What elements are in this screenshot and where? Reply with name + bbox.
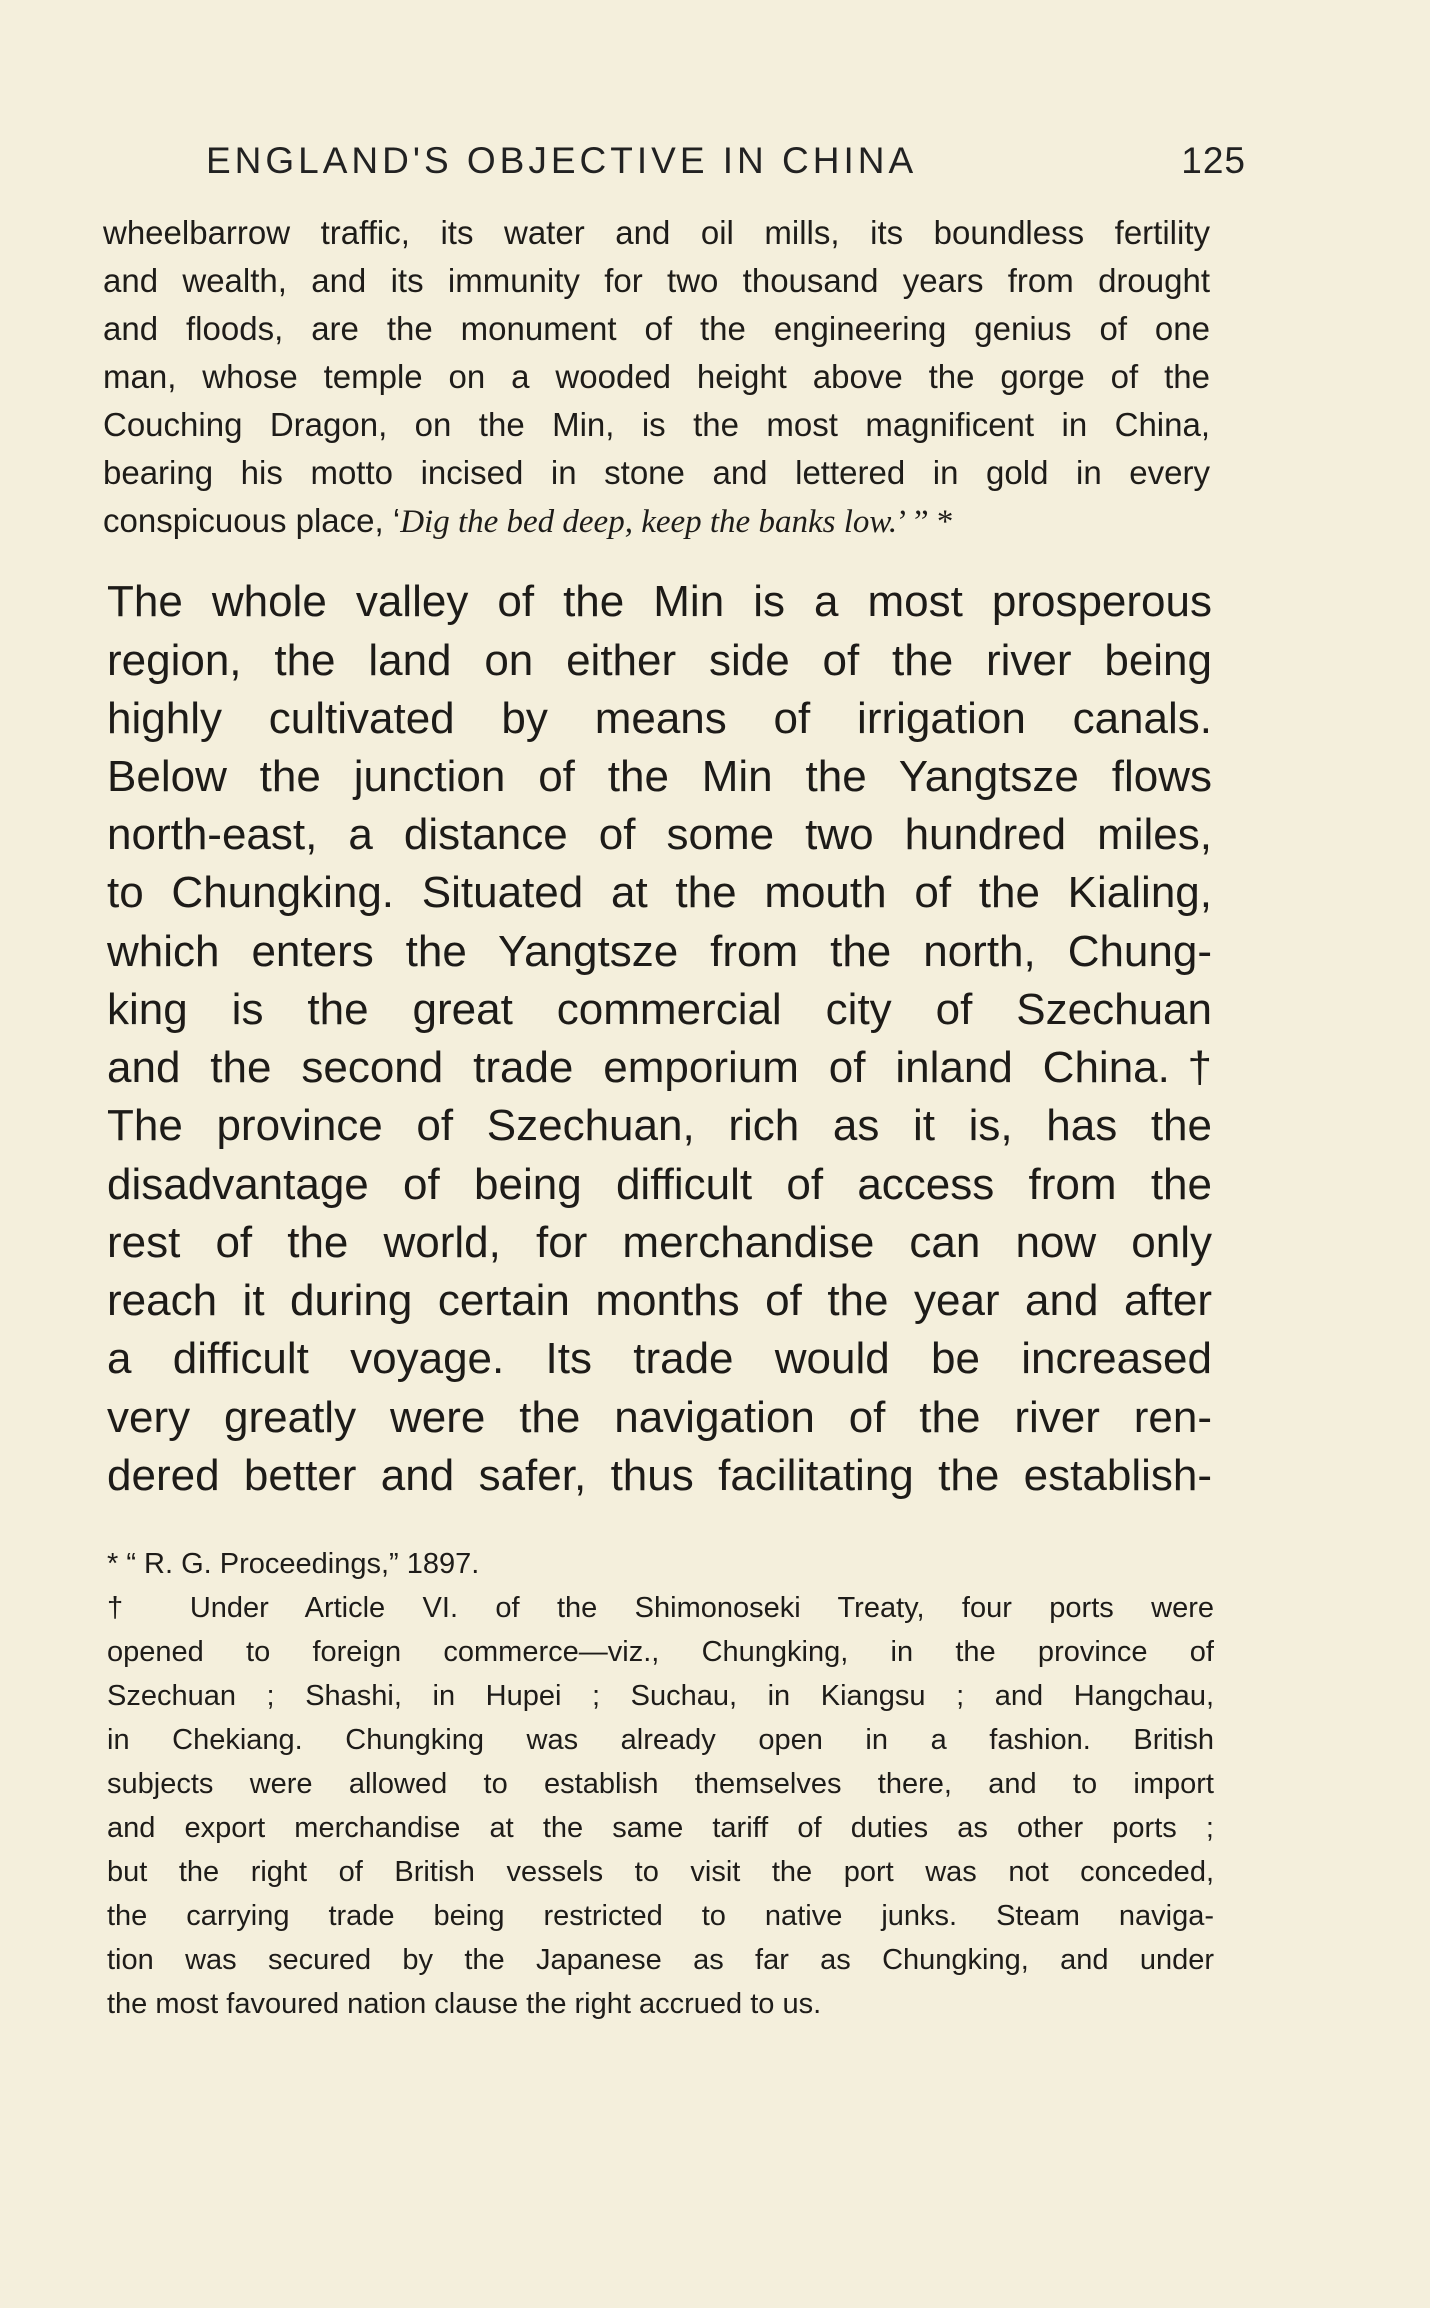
text-line: reach it during certain months of the year and after [107, 1276, 1212, 1325]
motto-quote: Dig the bed deep, keep the banks low. [400, 504, 898, 540]
text-line: which enters the Yangtsze from the north, Chung- [107, 927, 1212, 976]
text-line: man, whose temple on a wooded height above the gorge of the [103, 358, 1210, 395]
text-line: and wealth, and its immunity for two thousand years from drought [103, 262, 1210, 299]
text-line: dered better and safer, thus facilitating the establish- [107, 1451, 1212, 1500]
text-line: disadvantage of being difficult of access from the [107, 1160, 1212, 1209]
footnote-line: the most favoured nation clause the right accrued to us. [107, 1988, 822, 2020]
footnote-line: subjects were allowed to establish themselves there, and to import [107, 1768, 1214, 1800]
text-line: region, the land on either side of the river being [107, 636, 1212, 685]
text-line: The province of Szechuan, rich as it is, has the [107, 1101, 1212, 1150]
text-line: The whole valley of the Min is a most prosperous [107, 577, 1212, 626]
text-line: rest of the world, for merchandise can now only [107, 1218, 1212, 1267]
footnote-line: opened to foreign commerce—viz., Chungking, in the province of [107, 1636, 1214, 1668]
text-line: and floods, are the monument of the engineering genius of one [103, 310, 1210, 347]
footnote-1: * “ R. G. Proceedings,” 1897. [107, 1548, 480, 1580]
text-line: bearing his motto incised in stone and lettered in gold in every [103, 454, 1210, 491]
page-number: 125 [1181, 140, 1246, 181]
text-line: a difficult voyage. Its trade would be increased [107, 1334, 1212, 1383]
footnote-line: in Chekiang. Chungking was already open in a fashion. British [107, 1724, 1214, 1756]
text-line: and the second trade emporium of inland China.† [107, 1043, 1212, 1092]
footnote-line: tion was secured by the Japanese as far as Chungking, and under [107, 1944, 1214, 1976]
text-line: wheelbarrow traffic, its water and oil mills, its boundless fertility [103, 214, 1210, 251]
footnote-line: † Under Article VI. of the Shimonoseki Treaty, four ports were [107, 1592, 1214, 1624]
text-line: highly cultivated by means of irrigation canals. [107, 694, 1212, 743]
motto-suffix: ’ ” * [897, 504, 954, 540]
text-line: Below the junction of the Min the Yangtsze flows [107, 752, 1212, 801]
footnote-line: the carrying trade being restricted to native junks. Steam naviga- [107, 1900, 1214, 1932]
text-line: Couching Dragon, on the Min, is the most magnificent in China, [103, 406, 1210, 443]
text-line: king is the great commercial city of Szechuan [107, 985, 1212, 1034]
text-line: to Chungking. Situated at the mouth of the Kialing, [107, 868, 1212, 917]
running-header [206, 140, 1246, 190]
text-line-motto [103, 502, 953, 541]
chapter-title: ENGLAND'S OBJECTIVE IN CHINA [206, 140, 918, 181]
footnote-line: and export merchandise at the same tariff of duties as other ports ; [107, 1812, 1214, 1844]
text-line: very greatly were the navigation of the river ren- [107, 1393, 1212, 1442]
text-line: north-east, a distance of some two hundred miles, [107, 810, 1212, 859]
footnote-line: Szechuan ; Shashi, in Hupei ; Suchau, in Kiangsu ; and Hangchau, [107, 1680, 1214, 1712]
motto-prefix: conspicuous place, ‘ [103, 502, 401, 539]
footnote-line: but the right of British vessels to visit the port was not conceded, [107, 1856, 1214, 1888]
